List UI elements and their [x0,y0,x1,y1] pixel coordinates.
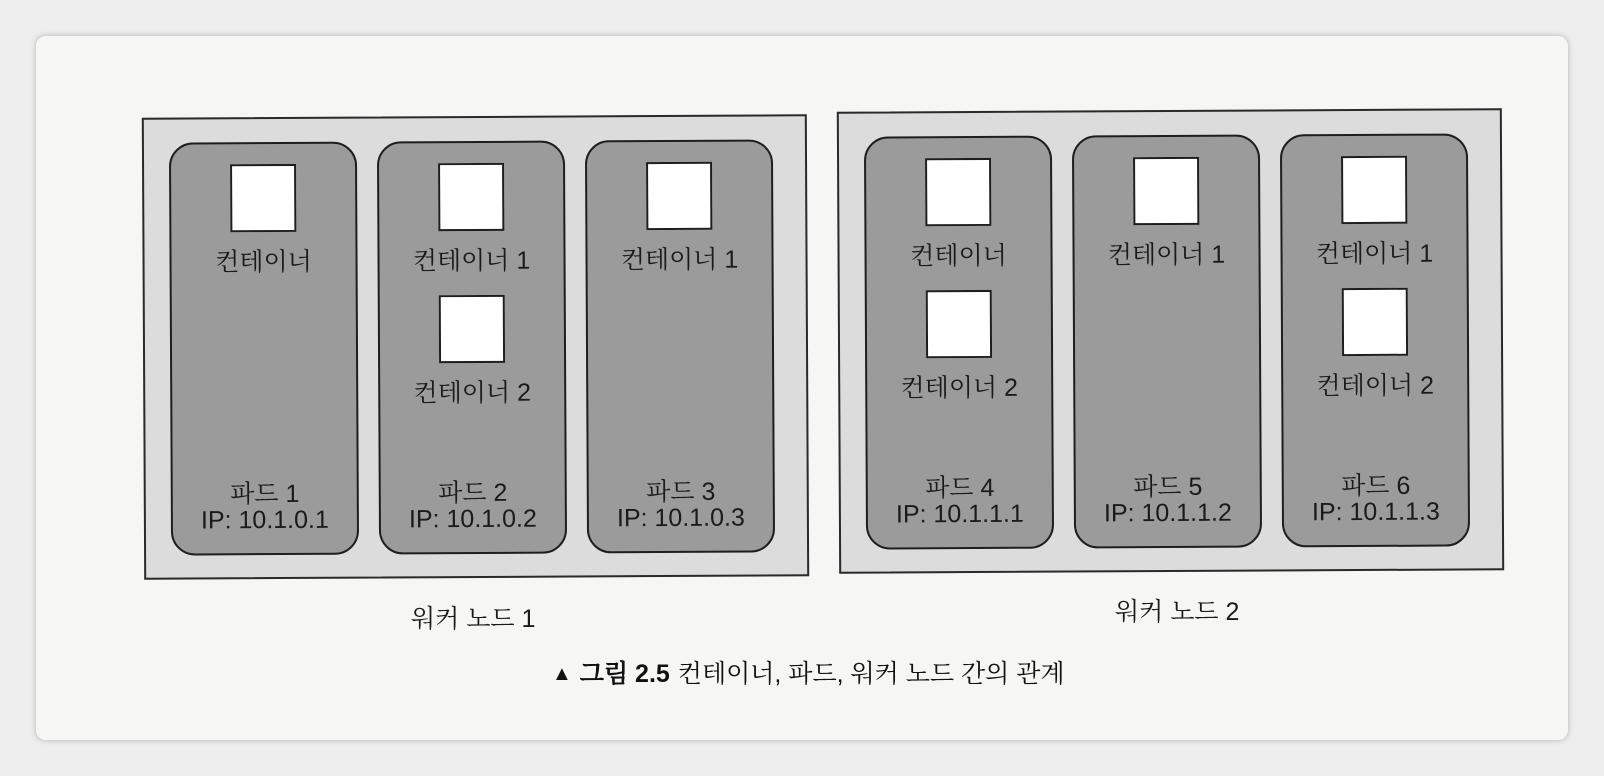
worker-node-1-caption: 워커 노드 1 [411,605,536,633]
pod-name: 파드 1 [230,479,300,509]
pod-name: 파드 4 [925,473,995,503]
container-box [230,164,296,232]
pod-name: 파드 5 [1133,472,1203,502]
container-label: 컨테이너 2 [413,378,532,408]
container-box [925,158,991,226]
container-box [1133,157,1199,225]
pod-name: 파드 6 [1341,471,1411,501]
worker-node-2 [837,108,1504,573]
triangle-icon: ▲ [552,663,572,685]
container-box [438,163,504,231]
pod-4 [864,136,1054,550]
container-box [439,295,505,363]
pod-ip: IP: 10.1.1.1 [895,499,1024,529]
pod-ip: IP: 10.1.1.2 [1103,498,1232,528]
container-label: 컨테이너 1 [1315,239,1434,269]
figure-number: 그림 2.5 [579,660,670,688]
pod-2 [377,141,567,555]
container-box [926,290,992,358]
pod-ip: IP: 10.1.0.2 [408,504,537,534]
container-box [1342,288,1408,356]
pod-ip: IP: 10.1.1.3 [1311,497,1440,527]
worker-node-2-caption: 워커 노드 2 [1115,598,1240,626]
pod-5 [1072,135,1262,549]
figure-caption-text: 컨테이너, 파드, 워커 노드 간의 관계 [677,660,1065,688]
pod-ip: IP: 10.1.0.1 [200,505,329,535]
container-label: 컨테이너 [215,247,312,277]
container-box [1341,156,1407,224]
figure-caption [552,654,1065,690]
pod-6 [1280,133,1470,547]
container-label: 컨테이너 1 [412,246,531,276]
pod-ip: IP: 10.1.0.3 [616,503,745,533]
pod-name: 파드 2 [438,478,508,508]
container-label: 컨테이너 1 [620,245,739,275]
worker-node-1 [142,114,809,579]
container-box [646,162,712,230]
pod-3 [585,139,775,553]
pod-name: 파드 3 [646,477,716,507]
container-label: 컨테이너 2 [1316,371,1435,401]
container-label: 컨테이너 2 [900,373,1019,403]
container-label: 컨테이너 [910,241,1007,271]
pod-1 [169,142,359,556]
container-label: 컨테이너 1 [1107,240,1226,270]
